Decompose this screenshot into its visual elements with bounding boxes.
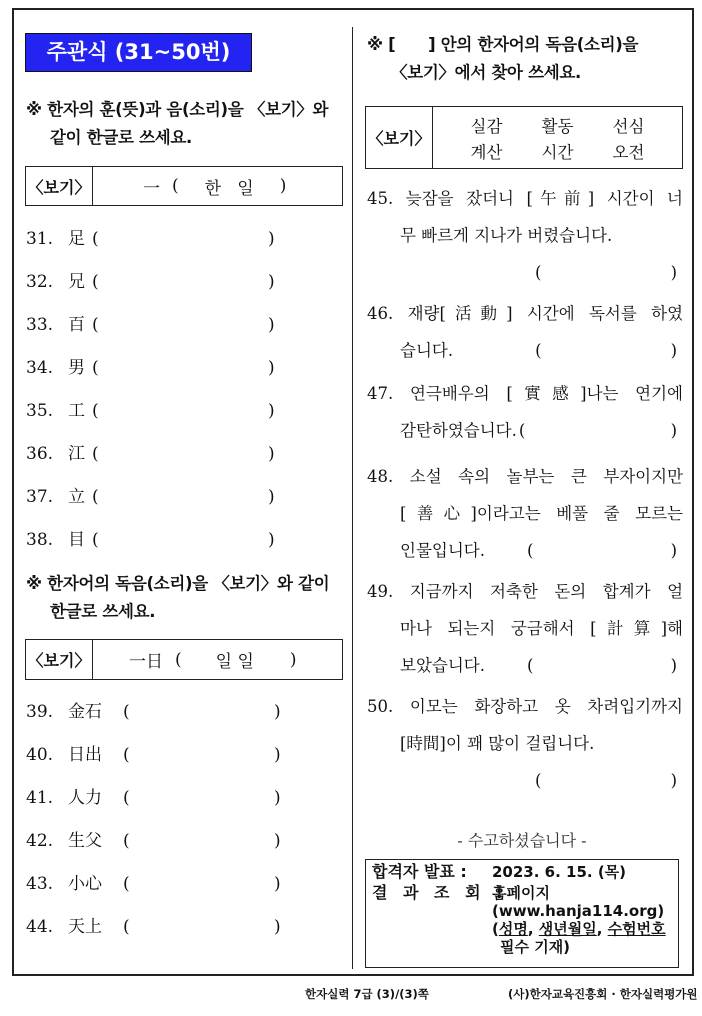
answer-blank-42[interactable]	[136, 829, 270, 853]
answer-blank-44[interactable]	[136, 915, 270, 939]
part1-instruction-line2: 같이 한글로 쓰세요.	[50, 128, 192, 147]
example-hanja: 一	[143, 178, 160, 199]
lookup-label: 결 과 조 회 :	[372, 883, 508, 902]
question-38: 38. 目 ( )	[26, 530, 275, 550]
example-content	[93, 640, 342, 679]
answer-blank-46[interactable]: ( )	[535, 341, 677, 360]
question-hanja: 天上	[68, 917, 102, 937]
example-rparen: )	[289, 649, 297, 670]
part2-instruction-line2: 한글로 쓰세요.	[50, 602, 156, 621]
answer-blank-39[interactable]	[136, 700, 270, 724]
question-hanja: 足	[68, 229, 85, 249]
question-hanja: 日出	[68, 745, 102, 765]
example-lparen: (	[175, 649, 182, 670]
question-31: 31. 足 ( )	[26, 229, 275, 249]
question-47: 47. 연극배우의 [實感]나는 연기에 감탄하였습니다. ( )	[367, 375, 683, 449]
choice-item: 실감	[470, 116, 503, 136]
answer-blank-38[interactable]	[106, 528, 264, 552]
lookup-info: 홈페이지 (www.hanja114.org) (성명, 생년월일, 수험번호 필수 기재)	[492, 884, 672, 956]
question-32: 32. 兄 ( )	[26, 272, 275, 292]
answer-blank-33[interactable]	[106, 313, 264, 337]
section-title: 주관식 (31~50번)	[25, 33, 252, 72]
answer-blank-45[interactable]: ( )	[535, 263, 677, 282]
answer-blank-31[interactable]	[106, 227, 264, 251]
question-hanja: 目	[68, 530, 85, 550]
question-45: 45. 늦잠을 잤더니 [午前] 시간이 너 무 빠르게 지나가 버렸습니다. ( )	[367, 180, 683, 291]
example-label: 〈보기〉	[26, 640, 93, 679]
question-46: 46. 재량[活動] 시간에 독서를 하였 습니다. ( )	[367, 295, 683, 369]
answer-blank-37[interactable]	[106, 485, 264, 509]
example-lparen: (	[172, 176, 179, 196]
part3-instruction	[367, 31, 687, 87]
homepage-link[interactable]: (www.hanja114.org)	[492, 902, 665, 920]
part1-example-box	[25, 166, 343, 206]
part3-instruction-line1: ※ [ ] 안의 한자어의 독음(소리)을	[367, 35, 639, 54]
closing-message: - 수고하셨습니다 -	[457, 831, 587, 850]
example-answer: 한 일	[204, 178, 254, 199]
choice-item: 활동	[541, 116, 574, 136]
announce-label: 합격자 발표 :	[372, 862, 467, 881]
answer-blank-34[interactable]	[106, 356, 264, 380]
question-hanja: 工	[68, 401, 85, 421]
answer-blank-35[interactable]	[106, 399, 264, 423]
question-34: 34. 男 ( )	[26, 358, 275, 378]
question-44: 44. 天上 ( )	[26, 917, 281, 937]
answer-blank-48[interactable]: ( )	[526, 541, 677, 560]
question-42: 42. 生父 ( )	[26, 831, 281, 851]
question-hanja: 生父	[68, 831, 102, 851]
footer-page-info: 한자실력 7급 (3)/(3)쪽	[305, 987, 429, 1001]
question-hanja: 兄	[68, 272, 85, 292]
example-hanja: 一日	[129, 652, 163, 672]
choice-list	[433, 107, 682, 168]
answer-blank-41[interactable]	[136, 786, 270, 810]
announce-date: 2023. 6. 15. (목)	[492, 863, 627, 881]
example-answer: 일 일	[215, 652, 254, 672]
question-39: 39. 金石 ( )	[26, 702, 281, 722]
answer-blank-36[interactable]	[106, 442, 264, 466]
question-40: 40. 日出 ( )	[26, 745, 281, 765]
question-35: 35. 工 ( )	[26, 401, 275, 421]
choice-item: 오전	[612, 142, 645, 162]
question-41: 41. 人力 ( )	[26, 788, 281, 808]
answer-blank-43[interactable]	[136, 872, 270, 896]
part3-example-box	[365, 106, 683, 169]
question-43: 43. 小心 ( )	[26, 874, 281, 894]
answer-blank-32[interactable]	[106, 270, 264, 294]
example-label: 〈보기〉	[26, 167, 93, 205]
answer-blank-40[interactable]	[136, 743, 270, 767]
answer-blank-47[interactable]: ( )	[518, 421, 677, 440]
part2-instruction-line1: ※ 한자어의 독음(소리)을 〈보기〉와 같이	[26, 574, 330, 593]
question-hanja: 男	[68, 358, 85, 378]
question-hanja: 百	[68, 315, 85, 335]
part1-instruction-line1: ※ 한자의 훈(뜻)과 음(소리)을 〈보기〉와	[26, 100, 329, 119]
question-hanja: 立	[68, 487, 85, 507]
question-33: 33. 百 ( )	[26, 315, 275, 335]
question-49: 49. 지금까지 저축한 돈의 합계가 얼 마나 되는지 궁금해서 [計算]해 보았습니다. ( )	[367, 573, 683, 684]
question-48: 48. 소설 속의 놀부는 큰 부자이지만 [善心]이라고는 베풀 줄 모르는 인물입니다. ( )	[367, 458, 683, 569]
result-info-box	[365, 859, 679, 968]
example-rparen: )	[279, 176, 287, 196]
question-hanja: 金石	[68, 702, 102, 722]
example-content	[93, 167, 342, 205]
choice-item: 시간	[541, 142, 574, 162]
part2-example-box	[25, 639, 343, 680]
part2-instruction	[26, 570, 348, 626]
question-36: 36. 江 ( )	[26, 444, 275, 464]
question-hanja: 江	[68, 444, 85, 464]
choice-item: 계산	[470, 142, 503, 162]
question-hanja: 人力	[68, 788, 102, 808]
part1-instruction	[26, 96, 346, 152]
footer-publisher: (사)한자교육진흥회 · 한자실력평가원	[508, 987, 698, 1001]
question-50: 50. 이모는 화장하고 옷 차려입기까지 [時間]이 꽤 많이 걸립니다. ( )	[367, 688, 683, 799]
question-hanja: 小心	[68, 874, 102, 894]
answer-blank-50[interactable]: ( )	[535, 771, 677, 790]
question-37: 37. 立 ( )	[26, 487, 275, 507]
part3-instruction-line2: 〈보기〉에서 찾아 쓰세요.	[391, 63, 582, 82]
choice-item: 선심	[612, 116, 645, 136]
example-label: 〈보기〉	[366, 107, 433, 168]
answer-blank-49[interactable]: ( )	[526, 656, 677, 675]
